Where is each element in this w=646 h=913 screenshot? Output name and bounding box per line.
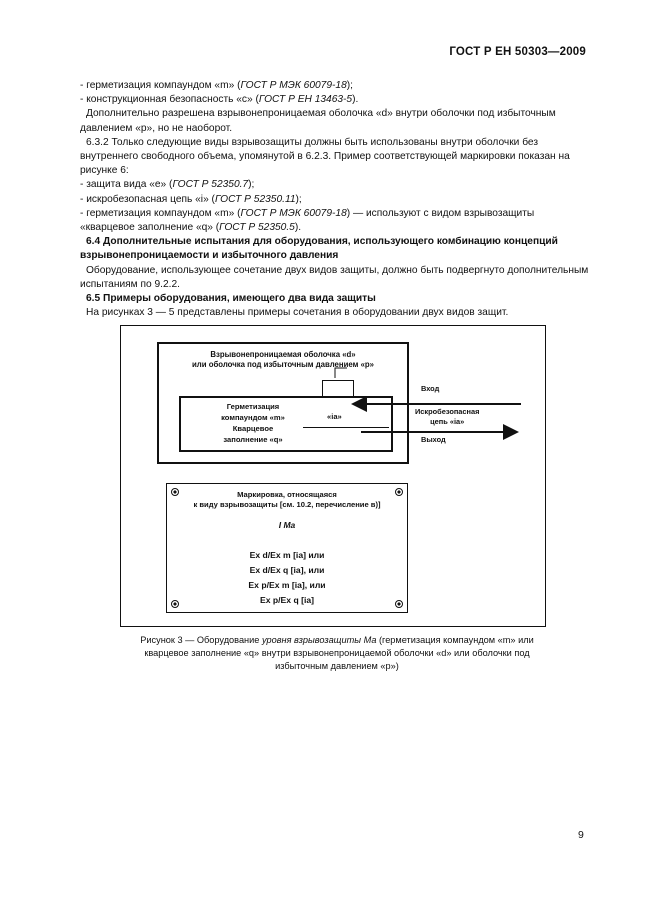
page-number: 9 [578,829,584,841]
input-label: Вход [421,384,440,393]
paragraph: На рисунках 3 — 5 представлены примеры сочетания в оборудовании двух видов защит. [86,307,509,319]
paragraph: Дополнительно разрешена взрывонепроницаемая оболочка «d» внутри оболочки под избыточным давлением «р», но не наоборот. [80,108,556,134]
marking-zone: I Ma [278,520,296,530]
list-item: - герметизация компаундом «m» (ГОСТ Р МЭК 60079-18); [80,80,353,91]
figure-caption: Рисунок 3 — Оборудование уровня взрывозащиты Ма (герметизация компаундом «m» или кварцевое заполнение «q» внутри взрывонепроницаемой оболочки «d» или оболочки под избыточным давлением «p») [140,635,534,671]
inner-enclosure-label: Герметизация компаундом «m» Кварцевое заполнение «q» [221,402,285,444]
ia-label: «ia» [327,412,342,421]
figure-3 [120,325,546,627]
list-item: - герметизация компаундом «m» (ГОСТ Р МЭК 60079-18) — используют с видом взрывозащиты «кварцевое заполнение «q» (ГОСТ Р 52350.5). [80,207,535,234]
marking-lines: Ex d/Ex m [ia] или Ex d/Ex q [ia], или Ex p/Ex m [ia], или Ex p/Ex q [ia] [248,550,326,605]
section-heading: 6.4 Дополнительные испытания для оборудования, использующего комбинацию концепций взрывонепроницаемости и избыточного давления [80,236,558,262]
list-item: - искробезопасная цепь «i» (ГОСТ Р 52350.11); [80,193,302,205]
paragraph: Оборудование, использующее сочетание двух видов защиты, должно быть подвергнуто дополнительным испытаниям по 9.2.2. [80,264,589,290]
list-item: - защита вида «е» (ГОСТ Р 52350.7); [80,179,255,191]
marking-plate [166,483,408,613]
section-heading: 6.5 Примеры оборудования, имеющего два вида защиты [86,293,376,305]
output-label: Выход [421,435,446,444]
list-item: - конструкционная безопасность «с» (ГОСТ Р ЕН 13463-5). [80,94,359,106]
outer-enclosure-title: Взрывонепроницаемая оболочка «d» или оболочка под избыточным давлением «p» [191,350,375,369]
marking-title: Маркировка, относящаяся к виду взрывозащиты [см. 10.2, перечисление в)] [193,490,381,509]
intrinsic-circuit-label: Искробезопасная цепь «ia» [415,407,480,426]
paragraph: 6.3.2 Только следующие виды взрывозащиты должны быть использованы внутри оболочки без внутреннего свободного объема, упомянутой в 6.2.3. Пример соответствующей маркировки показан на рисунке 6: [80,136,570,177]
document-header: ГОСТ Р ЕН 50303—2009 [449,46,586,58]
body-text [80,79,590,320]
connection-lead [335,368,347,378]
